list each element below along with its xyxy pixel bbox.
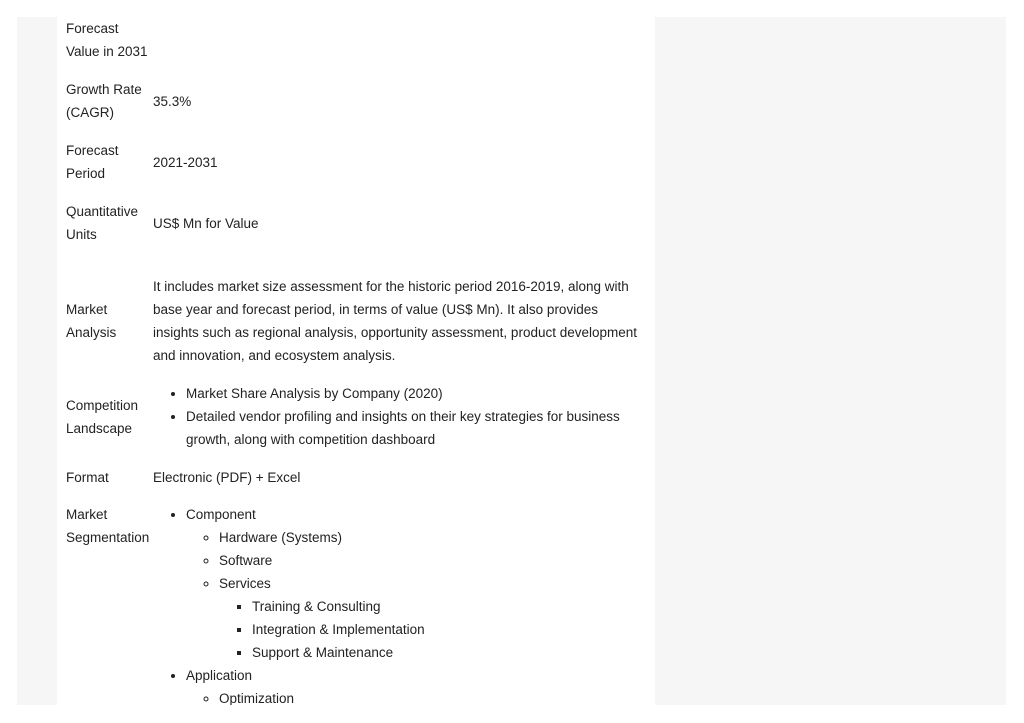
table-row-market-segmentation — [66, 503, 646, 705]
row-value — [153, 382, 646, 466]
row-label: Market Analysis — [66, 302, 117, 340]
list-item-label: Component — [186, 507, 256, 522]
left-gutter — [17, 17, 57, 705]
row-label: Quantitative Units — [66, 204, 139, 242]
table-row-growth-rate — [66, 78, 646, 139]
list-item: ◦ Software — [219, 549, 646, 572]
component-list — [186, 526, 646, 664]
list-item: ▪ Support & Maintenance — [252, 641, 646, 664]
table-row-format — [66, 466, 646, 503]
report-attributes-table — [66, 17, 646, 705]
segmentation-list — [153, 503, 646, 705]
row-value: It includes market size assessment for the historic period 2016-2019, along with base year and forecast period, in terms of value (US$ Mn). It also provides insights such as regional analysis, opportunity assessment, product development and innovation, and ecosystem analysis. — [153, 279, 638, 363]
list-item-label: Services — [219, 576, 271, 591]
table-row-market-analysis — [66, 261, 646, 382]
row-value: 2021-2031 — [153, 154, 218, 170]
row-value: Electronic (PDF) + Excel — [153, 470, 301, 485]
row-value — [153, 503, 646, 705]
row-value: 35.3% — [153, 93, 192, 109]
row-label: Growth Rate (CAGR) — [66, 82, 142, 120]
list-item-component — [186, 503, 646, 664]
list-item: ▪ Training & Consulting — [252, 595, 646, 618]
list-item-label: Application — [186, 668, 253, 683]
report-details — [57, 17, 655, 705]
table-row-forecast-period — [66, 139, 646, 200]
sidebar-panel — [655, 17, 1006, 705]
row-value: US$ Mn for Value — [153, 215, 259, 231]
list-item: • Detailed vendor profiling and insights on their key strategies for business growth, along with competition dashboard — [186, 405, 646, 451]
list-item: ◦ Hardware (Systems) — [219, 526, 646, 549]
list-item-services — [219, 572, 646, 664]
competition-list — [153, 382, 646, 451]
table-row-competition-landscape — [66, 382, 646, 466]
list-item-application — [186, 664, 646, 705]
list-item: ▪ Integration & Implementation — [252, 618, 646, 641]
table-row-quantitative-units — [66, 200, 646, 261]
row-label: Market Segmentation — [66, 507, 150, 545]
row-label: Format — [66, 470, 109, 485]
application-list — [186, 687, 646, 705]
services-list — [219, 595, 646, 664]
list-item: • Market Share Analysis by Company (2020) — [186, 382, 646, 405]
row-label: Forecast Value in 2031 — [66, 21, 148, 59]
row-label: Forecast Period — [66, 143, 119, 181]
table-row-forecast-value — [66, 17, 646, 78]
row-label: Competition Landscape — [66, 397, 139, 436]
list-item: ◦ Optimization — [219, 687, 646, 705]
row-value — [153, 17, 646, 78]
